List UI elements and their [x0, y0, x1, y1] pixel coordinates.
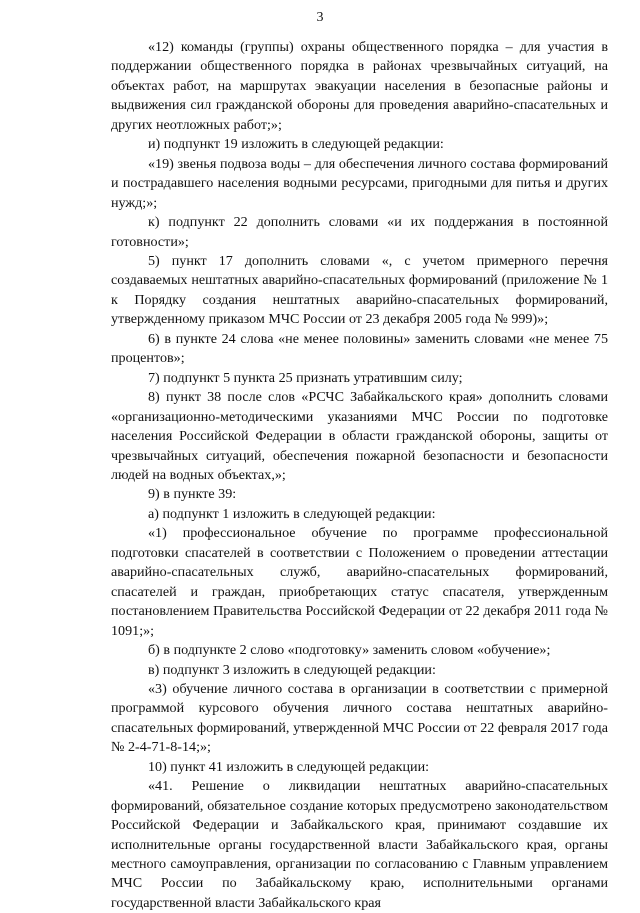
paragraph: «19) звенья подвоза воды – для обеспечения личного состава формирований и пострадавшего населения водными ресурсами, пригодными для питья и других нужд;»; [111, 155, 608, 211]
paragraph: «41. Решение о ликвидации нештатных аварийно-спасательных формирований, обязательное создание которых предусмотрено законодательством Российской Федерации и Забайкальского края, принимают создавшие их исполнительные органы государственной власти Забайкальского края, органы местного самоуправления, организации по согласованию с Главным управлением МЧС России по Забайкальскому краю, исполнительными органами государственной власти Забайкальского края [111, 778, 608, 911]
paragraph: б) в подпункте 2 слово «подготовку» заменить словом «обучение»; [148, 642, 551, 659]
page-number: 3 [316, 10, 324, 25]
paragraph: 8) пункт 38 после слов «РСЧС Забайкальского края» дополнить словами «организационно-методическими указаниями МЧС России по подготовке населения Российской Федерации в области гражданской обороны, защиты от чрезвычайных ситуаций, обеспечения пожарной безопасности и безопасности людей на водных объектах,»; [111, 389, 608, 483]
paragraph: 5) пункт 17 дополнить словами «, с учетом примерного перечня создаваемых нештатных аварийно-спасательных формирований (приложение № 1 к Порядку создания нештатных аварийно-спасательных формирований, утвержденному приказом МЧС России от 23 декабря 2005 года № 999)»; [111, 252, 608, 328]
paragraph: 6) в пункте 24 слова «не менее половины» заменить словами «не менее 75 процентов»; [111, 330, 608, 367]
paragraph: к) подпункт 22 дополнить словами «и их поддержания в постоянной готовности»; [111, 214, 608, 250]
body-text [111, 38, 608, 913]
paragraph: «3) обучение личного состава в организации в соответствии с примерной программой курсового обучения личного состава нештатных аварийно-спасательных формирований, утвержденной МЧС России от 22 февраля 2017 года № 2-4-71-8-14;»; [111, 680, 608, 756]
paragraph: «1) профессиональное обучение по программе профессиональной подготовки спасателей в соответствии с Положением о проведении аттестации аварийно-спасательных служб, аварийно-спасательных формирований, спасателей и граждан, приобретающих статус спасателя, утвержденным постановлением Правительства Российской Федерации от 22 декабря 2011 года № 1091;»; [111, 525, 608, 639]
paragraph: 10) пункт 41 изложить в следующей редакции: [148, 758, 430, 775]
paragraph: в) подпункт 3 изложить в следующей редакции: [148, 661, 436, 678]
paragraph: 9) в пункте 39: [148, 486, 237, 503]
paragraph: 7) подпункт 5 пункта 25 признать утратившим силу; [148, 369, 463, 386]
paragraph: и) подпункт 19 изложить в следующей редакции: [148, 136, 444, 153]
paragraph: «12) команды (группы) охраны общественного порядка – для участия в поддержании общественного порядка в районах чрезвычайных ситуаций, на объектах работ, на маршрутах эвакуации населения в безопасные районы и выдвижения сил гражданской обороны для проведения аварийно-спасательных и других неотложных работ;»; [111, 39, 608, 133]
paragraph: а) подпункт 1 изложить в следующей редакции: [148, 505, 436, 522]
